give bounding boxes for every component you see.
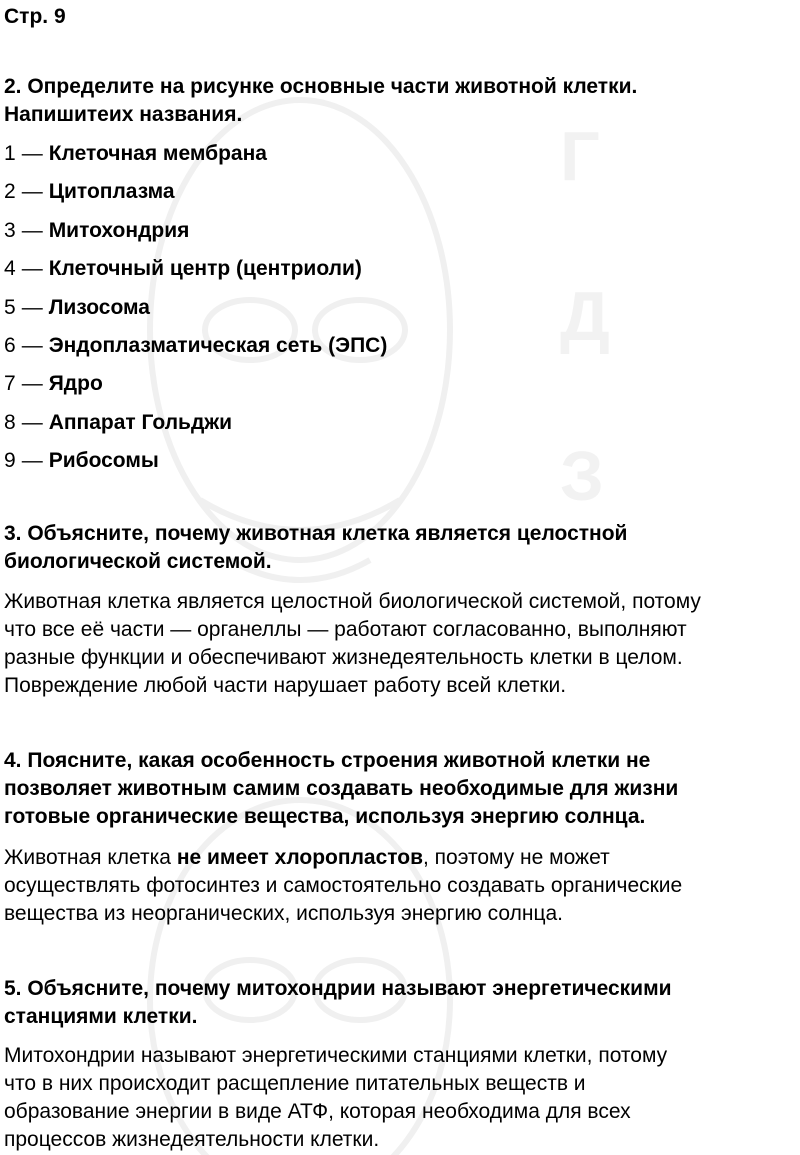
list-item-number: 7 xyxy=(4,372,16,395)
q2-list-item xyxy=(4,179,175,205)
list-item-dash: — xyxy=(21,142,43,165)
list-item-number: 4 xyxy=(4,257,16,280)
list-item-dash: — xyxy=(21,411,43,434)
q2-list-item xyxy=(4,295,150,321)
q4-title-line2: позволяет животным самим создавать необходимые для жизни xyxy=(4,777,679,800)
list-item-number: 6 xyxy=(4,334,16,357)
q5-answer-line: что в них происходит расщепление питательных веществ и xyxy=(4,1072,586,1095)
svg-text:Д: Д xyxy=(560,277,610,355)
q3-title-line1: 3. Объясните, почему животная клетка является целостной xyxy=(4,522,628,545)
q5-answer-line: процессов жизнедеятельности клетки. xyxy=(4,1128,380,1151)
q2-list-item xyxy=(4,371,103,397)
list-item-number: 3 xyxy=(4,219,16,242)
q4-answer-bold: не имеет хлоропластов xyxy=(176,846,424,869)
q2-list-item xyxy=(4,256,362,282)
page-number: Стр. 9 xyxy=(4,5,66,28)
list-item-number: 1 xyxy=(4,142,16,165)
list-item-answer: Рибосомы xyxy=(48,449,159,472)
q3-title-line2: биологической системой. xyxy=(4,550,272,573)
list-item-dash: — xyxy=(21,296,43,319)
q2-title-line2: Напишитеих названия. xyxy=(4,103,243,126)
list-item-answer: Цитоплазма xyxy=(48,180,175,203)
list-item-answer: Клеточный центр (центриоли) xyxy=(48,257,362,280)
q2-list-item xyxy=(4,410,232,436)
list-item-dash: — xyxy=(21,219,43,242)
q3-answer-line: разные функции и обеспечивают жизнедеятельность клетки в целом. xyxy=(4,646,683,669)
list-item-number: 8 xyxy=(4,411,16,434)
q3-answer-line: что все её части — органеллы — работают согласованно, выполняют xyxy=(4,618,687,641)
q2-title-line1: 2. Определите на рисунке основные части животной клетки. xyxy=(4,75,638,98)
list-item-answer: Лизосома xyxy=(48,296,150,319)
svg-text:Г: Г xyxy=(560,117,600,195)
list-item-answer: Ядро xyxy=(48,372,103,395)
q3-answer-line: Животная клетка является целостной биологической системой, потому xyxy=(4,590,701,613)
list-item-dash: — xyxy=(21,449,43,472)
q5-title-line1: 5. Объясните, почему митохондрии называют энергетическими xyxy=(4,977,672,1000)
list-item-answer: Клеточная мембрана xyxy=(48,142,267,165)
list-item-answer: Аппарат Гольджи xyxy=(48,411,233,434)
q2-list-item xyxy=(4,141,267,167)
list-item-dash: — xyxy=(21,180,43,203)
q4-title-line1: 4. Поясните, какая особенность строения животной клетки не xyxy=(4,749,651,772)
q4-title-line3: готовые органические вещества, используя энергию солнца. xyxy=(4,805,646,828)
q2-list-item xyxy=(4,218,189,244)
list-item-number: 2 xyxy=(4,180,16,203)
list-item-dash: — xyxy=(21,334,43,357)
list-item-dash: — xyxy=(21,372,43,395)
q2-list-item xyxy=(4,448,159,474)
q4-answer-line2: осуществлять фотосинтез и самостоятельно создавать органические xyxy=(4,874,683,897)
list-item-number: 9 xyxy=(4,449,16,472)
q5-answer-line: образование энергии в виде АТФ, которая необходима для всех xyxy=(4,1100,631,1123)
q2-list-item xyxy=(4,333,387,359)
q5-title-line2: станциями клетки. xyxy=(4,1005,198,1028)
list-item-answer: Эндоплазматическая сеть (ЭПС) xyxy=(48,334,388,357)
q3-answer-line: Повреждение любой части нарушает работу всей клетки. xyxy=(4,674,567,697)
list-item-number: 5 xyxy=(4,296,16,319)
q4-answer-line3: вещества из неорганических, используя энергию солнца. xyxy=(4,902,563,925)
q4-answer-start: Животная клетка xyxy=(4,846,177,869)
list-item-answer: Митохондрия xyxy=(48,219,190,242)
list-item-dash: — xyxy=(21,257,43,280)
q4-answer-line1 xyxy=(4,844,610,872)
q5-answer-line: Митохондрии называют энергетическими станциями клетки, потому xyxy=(4,1044,668,1067)
q4-answer-end: , поэтому не может xyxy=(423,846,610,869)
svg-text:З: З xyxy=(560,437,604,515)
